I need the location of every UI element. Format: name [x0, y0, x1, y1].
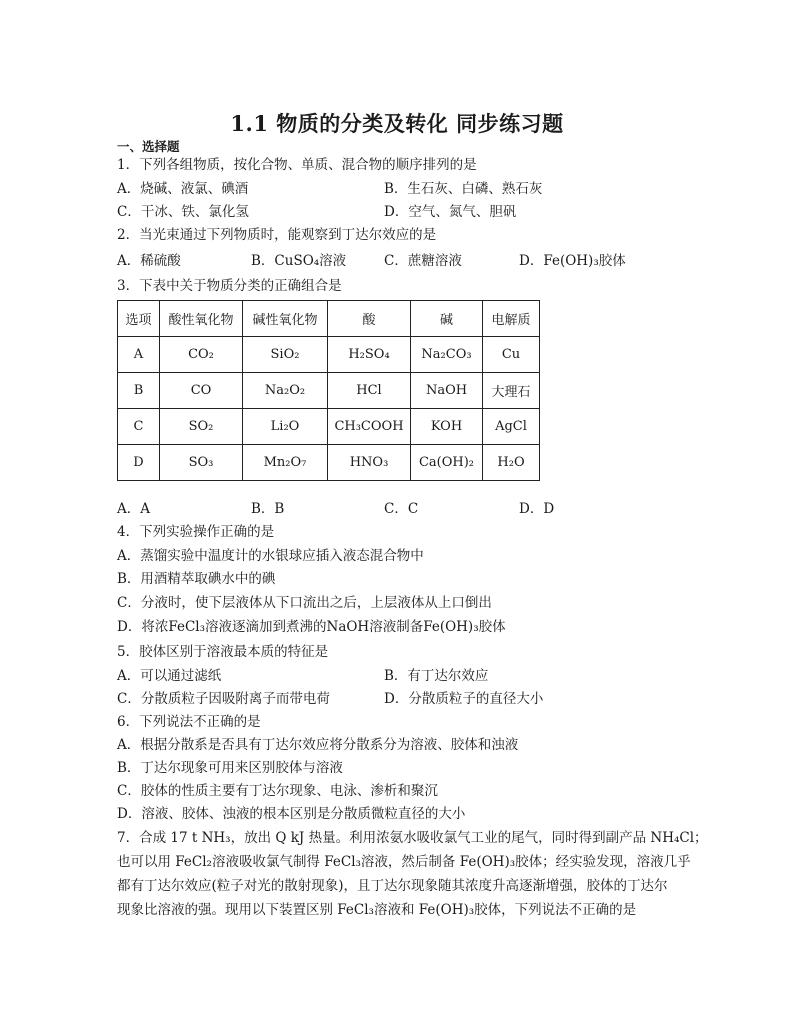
table-cell: Mn₂O₇ [243, 445, 328, 481]
table-cell: NaOH [411, 373, 483, 409]
question-4-option-a: A．蒸馏实验中温度计的水银球应插入液态混合物中 [117, 548, 424, 564]
table-cell: Na₂CO₃ [411, 337, 483, 373]
table-cell: KOH [411, 409, 483, 445]
table-cell: A [118, 337, 160, 373]
question-2-option-a: A．稀硫酸 [117, 253, 181, 269]
question-1-option-d: D．空气、氮气、胆矾 [384, 204, 517, 220]
question-7-line: 现象比溶液的强。现用以下装置区别 FeCl₃溶液和 Fe(OH)₃胶体，下列说法不正确的是 [117, 902, 637, 918]
table-cell: Li₂O [243, 409, 328, 445]
question-3-option-d: D．D [519, 501, 555, 517]
question-1-option-b: B．生石灰、白磷、熟石灰 [384, 181, 543, 197]
table-cell: Na₂O₂ [243, 373, 328, 409]
question-1-option-a: A．烧碱、液氯、碘酒 [117, 181, 249, 197]
table-cell: 大理石 [483, 373, 540, 409]
question-7-line: 也可以用 FeCl₂溶液吸收氯气制得 FeCl₃溶液，然后制备 Fe(OH)₃胶体；经实验发现，溶液几乎 [117, 854, 691, 870]
question-2-option-d: D．Fe(OH)₃胶体 [519, 253, 626, 269]
question-5-option-a: A．可以通过滤纸 [117, 668, 222, 684]
table-cell: Ca(OH)₂ [411, 445, 483, 481]
table-cell: AgCl [483, 409, 540, 445]
table-header-row [118, 301, 540, 337]
table-cell: H₂SO₄ [328, 337, 411, 373]
table-cell: HCl [328, 373, 411, 409]
question-3-option-c: C．C [384, 501, 419, 517]
question-7-line: 7．合成 17 t NH₃，放出 Q kJ 热量。利用浓氨水吸收氯气工业的尾气，同时得到副产品 NH₄Cl； [117, 830, 708, 846]
question-5-option-c: C．分散质粒子因吸附离子而带电荷 [117, 691, 330, 707]
table-row [118, 337, 540, 373]
question-4-option-b: B．用酒精萃取碘水中的碘 [117, 571, 276, 587]
question-6-option-c: C．胶体的性质主要有丁达尔现象、电泳、渗析和聚沉 [117, 783, 438, 799]
table-header-cell: 碱性氧化物 [243, 301, 328, 337]
table-cell: SO₂ [160, 409, 243, 445]
question-3-option-b: B．B [251, 501, 285, 517]
table-header-cell: 电解质 [483, 301, 540, 337]
table-row [118, 445, 540, 481]
table-header-cell: 碱 [411, 301, 483, 337]
question-6-option-d: D．溶液、胶体、浊液的根本区别是分散质微粒直径的大小 [117, 806, 466, 822]
question-4-option-c: C．分液时，使下层液体从下口流出之后，上层液体从上口倒出 [117, 595, 492, 611]
question-2-stem: 2．当光束通过下列物质时，能观察到丁达尔效应的是 [117, 227, 437, 243]
page-title: 1.1 物质的分类及转化 同步练习题 [230, 111, 564, 136]
question-4-option-d: D．将浓FeCl₃溶液逐滴加到煮沸的NaOH溶液制备Fe(OH)₃胶体 [117, 619, 506, 635]
table-cell: H₂O [483, 445, 540, 481]
question-1-stem: 1．下列各组物质，按化合物、单质、混合物的顺序排列的是 [117, 157, 477, 173]
question-6-stem: 6．下列说法不正确的是 [117, 714, 261, 730]
question-4-stem: 4．下列实验操作正确的是 [117, 524, 275, 540]
table-cell: CO [160, 373, 243, 409]
question-3-stem: 3．下表中关于物质分类的正确组合是 [117, 278, 342, 294]
question-2-option-c: C．蔗糖溶液 [384, 253, 462, 269]
table-cell: SiO₂ [243, 337, 328, 373]
table-header-cell: 选项 [118, 301, 160, 337]
classification-table [117, 300, 540, 481]
table-cell: CH₃COOH [328, 409, 411, 445]
question-5-option-b: B．有丁达尔效应 [384, 668, 489, 684]
table-cell: CO₂ [160, 337, 243, 373]
question-6-option-b: B．丁达尔现象可用来区别胶体与溶液 [117, 760, 343, 776]
table-cell: SO₃ [160, 445, 243, 481]
table-cell: D [118, 445, 160, 481]
question-6-option-a: A．根据分散系是否具有丁达尔效应将分散系分为溶液、胶体和浊液 [117, 737, 519, 753]
section-heading: 一、选择题 [117, 139, 180, 154]
table-row [118, 409, 540, 445]
question-5-stem: 5．胶体区别于溶液最本质的特征是 [117, 644, 329, 660]
table-header-cell: 酸性氧化物 [160, 301, 243, 337]
table-cell: HNO₃ [328, 445, 411, 481]
table-row [118, 373, 540, 409]
question-1-option-c: C．干冰、铁、氯化氢 [117, 204, 249, 220]
table-header-cell: 酸 [328, 301, 411, 337]
question-7-line: 都有丁达尔效应(粒子对光的散射现象)，且丁达尔现象随其浓度升高逐渐增强，胶体的丁达尔 [117, 878, 668, 894]
question-3-option-a: A．A [117, 501, 150, 517]
table-cell: Cu [483, 337, 540, 373]
table-cell: B [118, 373, 160, 409]
question-5-option-d: D．分散质粒子的直径大小 [384, 691, 544, 707]
table-cell: C [118, 409, 160, 445]
question-2-option-b: B．CuSO₄溶液 [251, 253, 347, 269]
